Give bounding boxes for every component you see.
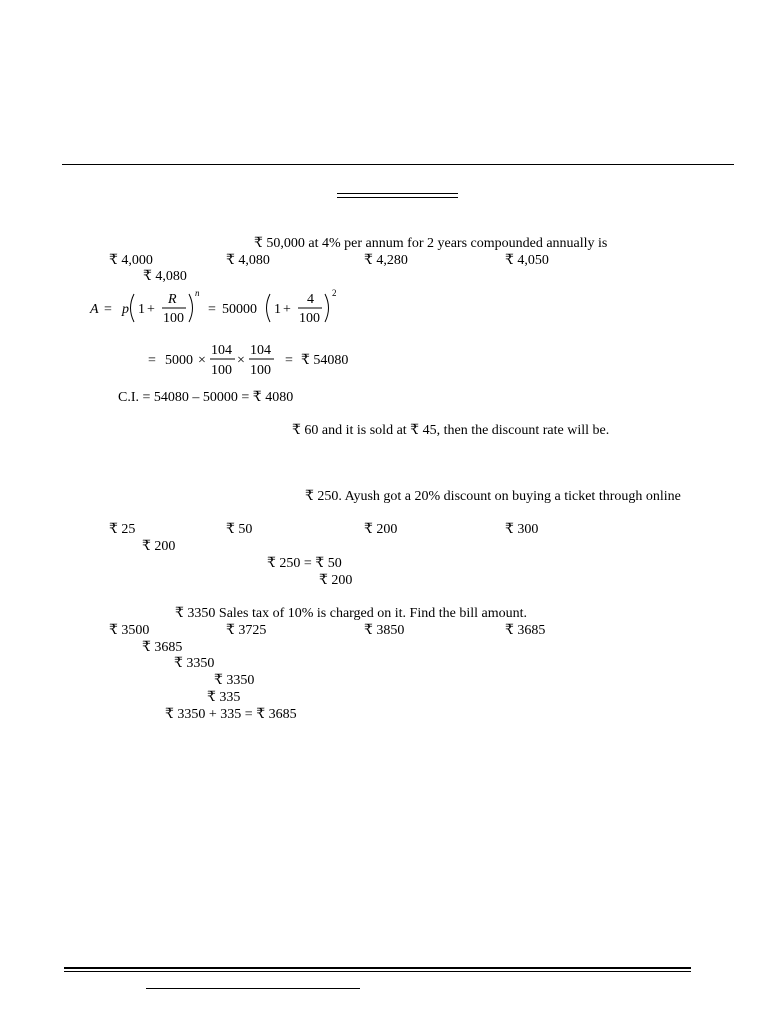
formula-hundred: 100: [163, 311, 184, 326]
question-4-working-3: ₹ 335: [207, 690, 241, 705]
question-3-stem: ₹ 250. Ayush got a 20% discount on buying a ticket through online: [305, 489, 681, 504]
svg-text:+: +: [283, 302, 291, 317]
step2-lead: 5000: [165, 353, 193, 368]
question-3-working-1: ₹ 250 = ₹ 50: [267, 556, 342, 571]
step2-num-1: 104: [211, 343, 232, 358]
question-3-option-c: ₹ 200: [364, 522, 398, 537]
question-4-option-a: ₹ 3500: [109, 623, 150, 638]
question-1-option-d: ₹ 4,050: [505, 253, 549, 268]
question-3-answer: ₹ 200: [142, 539, 176, 554]
question-1-option-b: ₹ 4,080: [226, 253, 270, 268]
question-4-working-1: ₹ 3350: [174, 656, 215, 671]
question-4-option-b: ₹ 3725: [226, 623, 267, 638]
header-rule: [62, 164, 734, 165]
formula-n: n: [195, 288, 200, 298]
question-1-stem: ₹ 50,000 at 4% per annum for 2 years compounded annually is: [254, 236, 608, 251]
question-4-stem: ₹ 3350 Sales tax of 10% is charged on it. Find the bill amount.: [175, 606, 527, 621]
formula-lhs: A: [90, 302, 99, 317]
formula-one: 1: [138, 302, 145, 317]
question-3-option-b: ₹ 50: [226, 522, 253, 537]
step2-den-1: 100: [211, 363, 232, 378]
svg-text:=: =: [148, 353, 156, 368]
formula-principal: 50000: [222, 302, 257, 317]
svg-text:100: 100: [299, 311, 320, 326]
svg-text:=: =: [285, 353, 293, 368]
ci-line: C.I. = 54080 – 50000 = ₹ 4080: [118, 390, 294, 404]
svg-text:=: =: [208, 302, 216, 317]
svg-text:=: =: [104, 302, 112, 317]
question-3-working-2: ₹ 200: [319, 573, 353, 588]
question-4-option-c: ₹ 3850: [364, 623, 405, 638]
question-2-stem: ₹ 60 and it is sold at ₹ 45, then the discount rate will be.: [292, 423, 610, 438]
svg-text:1: 1: [274, 302, 281, 317]
question-1-option-a: ₹ 4,000: [109, 253, 153, 268]
question-3-option-a: ₹ 25: [109, 522, 136, 537]
formula-exponent: 2: [332, 288, 337, 298]
svg-text:×: ×: [237, 353, 245, 368]
question-4-answer: ₹ 3685: [142, 640, 183, 655]
formula-p: p: [122, 302, 129, 317]
svg-text:+: +: [147, 302, 155, 317]
title-underline-top: [337, 193, 458, 194]
question-4-working-2: ₹ 3350: [214, 673, 255, 688]
formula-rate: 4: [307, 292, 314, 307]
step2-result: ₹ 54080: [301, 353, 349, 368]
question-4-option-d: ₹ 3685: [505, 623, 546, 638]
question-4-working-4: ₹ 3350 + 335 = ₹ 3685: [165, 707, 297, 722]
step2-num-2: 104: [250, 343, 271, 358]
footer-rule-bottom: [64, 971, 691, 972]
question-1-answer: ₹ 4,080: [143, 269, 187, 284]
footer-rule-top: [64, 967, 691, 969]
svg-text:×: ×: [198, 353, 206, 368]
compound-interest-solution: [88, 286, 358, 404]
formula-r: R: [168, 292, 177, 307]
step2-den-2: 100: [250, 363, 271, 378]
title-underline-bottom: [337, 197, 458, 198]
question-1-option-c: ₹ 4,280: [364, 253, 408, 268]
question-3-option-d: ₹ 300: [505, 522, 539, 537]
footer-short-rule: [146, 988, 360, 989]
